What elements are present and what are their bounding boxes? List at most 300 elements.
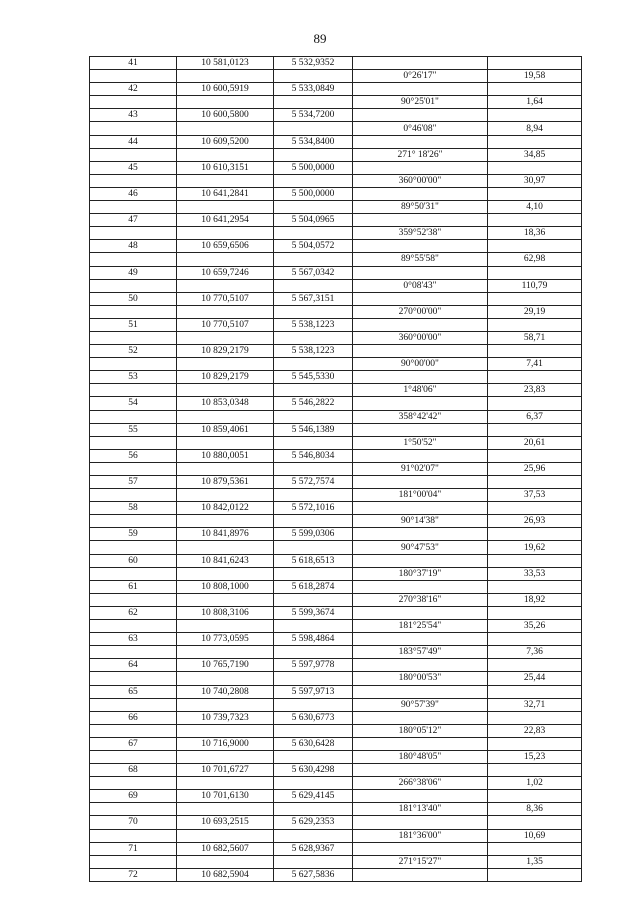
direction-angle-cell: 360°00'00" [353,331,488,344]
angle-cell-empty [353,135,488,148]
x-coordinate-cell: 10 880,0051 [177,449,274,462]
distance-cell: 6,37 [488,410,582,423]
segment-empty-cell [177,201,274,214]
distance-cell: 34,85 [488,148,582,161]
segment-empty-cell [90,803,177,816]
angle-cell-empty [353,397,488,410]
point-row [90,266,582,279]
y-coordinate-cell: 5 599,0306 [274,528,353,541]
point-row [90,528,582,541]
distance-cell-empty [488,816,582,829]
segment-empty-cell [90,305,177,318]
x-coordinate-cell: 10 641,2954 [177,214,274,227]
point-number-cell: 45 [90,161,177,174]
point-row [90,135,582,148]
segment-empty-cell [274,122,353,135]
x-coordinate-cell: 10 770,5107 [177,318,274,331]
x-coordinate-cell: 10 600,5919 [177,83,274,96]
x-coordinate-cell: 10 829,2179 [177,371,274,384]
x-coordinate-cell: 10 808,1000 [177,580,274,593]
x-coordinate-cell: 10 610,3151 [177,161,274,174]
segment-empty-cell [177,174,274,187]
x-coordinate-cell: 10 829,2179 [177,345,274,358]
x-coordinate-cell: 10 773,0595 [177,633,274,646]
y-coordinate-cell: 5 546,8034 [274,449,353,462]
segment-empty-cell [177,593,274,606]
x-coordinate-cell: 10 701,6727 [177,764,274,777]
segment-empty-cell [177,620,274,633]
distance-cell-empty [488,842,582,855]
direction-angle-cell: 90°25'01" [353,96,488,109]
distance-cell: 25,44 [488,672,582,685]
angle-cell-empty [353,842,488,855]
point-row [90,371,582,384]
point-row [90,292,582,305]
point-row [90,476,582,489]
segment-empty-cell [177,331,274,344]
segment-row [90,174,582,187]
segment-row [90,201,582,214]
segment-empty-cell [90,279,177,292]
x-coordinate-cell: 10 841,6243 [177,554,274,567]
segment-empty-cell [274,777,353,790]
x-coordinate-cell: 10 701,6130 [177,790,274,803]
point-number-cell: 61 [90,580,177,593]
distance-cell: 29,19 [488,305,582,318]
point-number-cell: 65 [90,685,177,698]
segment-empty-cell [90,489,177,502]
point-number-cell: 68 [90,764,177,777]
segment-empty-cell [177,646,274,659]
distance-cell-empty [488,606,582,619]
direction-angle-cell: 89°55'58" [353,253,488,266]
segment-row [90,515,582,528]
distance-cell-empty [488,240,582,253]
segment-empty-cell [90,201,177,214]
segment-empty-cell [274,541,353,554]
segment-row [90,620,582,633]
point-row [90,345,582,358]
segment-empty-cell [274,489,353,502]
point-row [90,214,582,227]
y-coordinate-cell: 5 546,2822 [274,397,353,410]
segment-empty-cell [90,358,177,371]
direction-angle-cell: 180°48'05" [353,750,488,763]
point-number-cell: 51 [90,318,177,331]
point-number-cell: 53 [90,371,177,384]
segment-empty-cell [274,358,353,371]
y-coordinate-cell: 5 500,0000 [274,187,353,200]
y-coordinate-cell: 5 597,9713 [274,685,353,698]
point-number-cell: 67 [90,737,177,750]
segment-empty-cell [274,724,353,737]
point-number-cell: 56 [90,449,177,462]
x-coordinate-cell: 10 808,3106 [177,606,274,619]
segment-empty-cell [90,148,177,161]
direction-angle-cell: 1°48'06" [353,384,488,397]
segment-empty-cell [90,462,177,475]
distance-cell-empty [488,57,582,70]
x-coordinate-cell: 10 842,0122 [177,502,274,515]
segment-empty-cell [90,227,177,240]
segment-empty-cell [177,803,274,816]
distance-cell-empty [488,868,582,881]
y-coordinate-cell: 5 504,0965 [274,214,353,227]
point-row [90,57,582,70]
distance-cell: 37,53 [488,489,582,502]
segment-row [90,489,582,502]
segment-empty-cell [90,436,177,449]
y-coordinate-cell: 5 546,1389 [274,423,353,436]
y-coordinate-cell: 5 534,8400 [274,135,353,148]
angle-cell-empty [353,318,488,331]
direction-angle-cell: 89°50'31" [353,201,488,214]
point-row [90,240,582,253]
distance-cell: 26,93 [488,515,582,528]
point-number-cell: 72 [90,868,177,881]
segment-empty-cell [177,855,274,868]
y-coordinate-cell: 5 629,2353 [274,816,353,829]
point-row [90,659,582,672]
distance-cell-empty [488,423,582,436]
distance-cell-empty [488,371,582,384]
direction-angle-cell: 180°00'53" [353,672,488,685]
y-coordinate-cell: 5 627,5836 [274,868,353,881]
segment-empty-cell [90,750,177,763]
point-row [90,318,582,331]
direction-angle-cell: 1°50'52" [353,436,488,449]
direction-angle-cell: 270°38'16" [353,593,488,606]
direction-angle-cell: 181°00'04" [353,489,488,502]
direction-angle-cell: 90°00'00" [353,358,488,371]
segment-empty-cell [177,724,274,737]
segment-empty-cell [274,331,353,344]
segment-empty-cell [274,829,353,842]
x-coordinate-cell: 10 581,0123 [177,57,274,70]
segment-empty-cell [90,515,177,528]
segment-empty-cell [90,646,177,659]
segment-row [90,750,582,763]
y-coordinate-cell: 5 545,5330 [274,371,353,384]
point-row [90,83,582,96]
angle-cell-empty [353,764,488,777]
segment-empty-cell [90,96,177,109]
point-row [90,816,582,829]
point-row [90,161,582,174]
distance-cell-empty [488,266,582,279]
distance-cell-empty [488,109,582,122]
angle-cell-empty [353,57,488,70]
direction-angle-cell: 360°00'00" [353,174,488,187]
angle-cell-empty [353,790,488,803]
segment-empty-cell [90,698,177,711]
segment-row [90,462,582,475]
point-number-cell: 58 [90,502,177,515]
segment-empty-cell [90,724,177,737]
angle-cell-empty [353,868,488,881]
direction-angle-cell: 270°00'00" [353,305,488,318]
segment-empty-cell [274,174,353,187]
angle-cell-empty [353,737,488,750]
x-coordinate-cell: 10 693,2515 [177,816,274,829]
angle-cell-empty [353,659,488,672]
segment-empty-cell [177,698,274,711]
point-number-cell: 57 [90,476,177,489]
point-number-cell: 60 [90,554,177,567]
segment-row [90,672,582,685]
direction-angle-cell: 271°15'27" [353,855,488,868]
segment-empty-cell [274,620,353,633]
segment-empty-cell [90,620,177,633]
distance-cell-empty [488,737,582,750]
segment-row [90,305,582,318]
segment-empty-cell [90,70,177,83]
segment-row [90,331,582,344]
distance-cell: 7,41 [488,358,582,371]
angle-cell-empty [353,292,488,305]
segment-empty-cell [274,305,353,318]
y-coordinate-cell: 5 538,1223 [274,345,353,358]
y-coordinate-cell: 5 532,9352 [274,57,353,70]
segment-empty-cell [274,384,353,397]
segment-empty-cell [274,70,353,83]
distance-cell-empty [488,790,582,803]
direction-angle-cell: 180°37'19" [353,567,488,580]
distance-cell: 4,10 [488,201,582,214]
segment-empty-cell [90,541,177,554]
angle-cell-empty [353,423,488,436]
distance-cell: 32,71 [488,698,582,711]
distance-cell-empty [488,397,582,410]
segment-empty-cell [177,96,274,109]
direction-angle-cell: 90°14'38" [353,515,488,528]
distance-cell: 62,98 [488,253,582,266]
angle-cell-empty [353,580,488,593]
distance-cell: 1,64 [488,96,582,109]
y-coordinate-cell: 5 597,9778 [274,659,353,672]
point-number-cell: 43 [90,109,177,122]
segment-empty-cell [274,148,353,161]
direction-angle-cell: 91°02'07" [353,462,488,475]
direction-angle-cell: 266°38'06" [353,777,488,790]
angle-cell-empty [353,449,488,462]
angle-cell-empty [353,476,488,489]
distance-cell-empty [488,187,582,200]
segment-empty-cell [90,567,177,580]
segment-empty-cell [274,698,353,711]
angle-cell-empty [353,345,488,358]
point-number-cell: 55 [90,423,177,436]
segment-empty-cell [274,253,353,266]
segment-row [90,855,582,868]
distance-cell-empty [488,318,582,331]
angle-cell-empty [353,554,488,567]
segment-empty-cell [274,410,353,423]
x-coordinate-cell: 10 859,4061 [177,423,274,436]
distance-cell: 15,23 [488,750,582,763]
x-coordinate-cell: 10 841,8976 [177,528,274,541]
segment-empty-cell [90,855,177,868]
direction-angle-cell: 359°52'38" [353,227,488,240]
segment-empty-cell [177,305,274,318]
segment-empty-cell [274,672,353,685]
point-number-cell: 62 [90,606,177,619]
y-coordinate-cell: 5 599,3674 [274,606,353,619]
direction-angle-cell: 90°57'39" [353,698,488,711]
segment-row [90,148,582,161]
segment-empty-cell [90,384,177,397]
segment-empty-cell [274,462,353,475]
segment-row [90,646,582,659]
segment-empty-cell [177,227,274,240]
angle-cell-empty [353,711,488,724]
angle-cell-empty [353,816,488,829]
segment-empty-cell [177,279,274,292]
distance-cell-empty [488,711,582,724]
point-number-cell: 41 [90,57,177,70]
segment-empty-cell [274,227,353,240]
point-number-cell: 70 [90,816,177,829]
y-coordinate-cell: 5 533,0849 [274,83,353,96]
y-coordinate-cell: 5 618,2874 [274,580,353,593]
angle-cell-empty [353,187,488,200]
angle-cell-empty [353,109,488,122]
segment-row [90,384,582,397]
distance-cell-empty [488,554,582,567]
x-coordinate-cell: 10 609,5200 [177,135,274,148]
point-row [90,502,582,515]
segment-row [90,410,582,423]
x-coordinate-cell: 10 740,2808 [177,685,274,698]
distance-cell: 30,97 [488,174,582,187]
distance-cell-empty [488,633,582,646]
point-row [90,868,582,881]
segment-empty-cell [90,174,177,187]
distance-cell-empty [488,502,582,515]
coordinates-table [89,56,582,882]
angle-cell-empty [353,685,488,698]
distance-cell: 18,92 [488,593,582,606]
direction-angle-cell: 0°46'08" [353,122,488,135]
segment-empty-cell [90,331,177,344]
segment-empty-cell [90,410,177,423]
point-row [90,397,582,410]
distance-cell: 20,61 [488,436,582,449]
direction-angle-cell: 183°57'49" [353,646,488,659]
distance-cell-empty [488,580,582,593]
distance-cell: 58,71 [488,331,582,344]
y-coordinate-cell: 5 534,7200 [274,109,353,122]
segment-row [90,358,582,371]
point-number-cell: 59 [90,528,177,541]
segment-empty-cell [90,777,177,790]
segment-empty-cell [90,829,177,842]
segment-empty-cell [274,279,353,292]
segment-row [90,567,582,580]
segment-empty-cell [274,515,353,528]
x-coordinate-cell: 10 659,6506 [177,240,274,253]
point-number-cell: 54 [90,397,177,410]
segment-empty-cell [177,489,274,502]
y-coordinate-cell: 5 567,3151 [274,292,353,305]
distance-cell: 1,02 [488,777,582,790]
segment-empty-cell [274,96,353,109]
segment-empty-cell [177,672,274,685]
y-coordinate-cell: 5 629,4145 [274,790,353,803]
x-coordinate-cell: 10 682,5904 [177,868,274,881]
x-coordinate-cell: 10 659,7246 [177,266,274,279]
point-number-cell: 52 [90,345,177,358]
coordinates-table-body [90,57,582,882]
x-coordinate-cell: 10 853,0348 [177,397,274,410]
segment-empty-cell [177,462,274,475]
point-number-cell: 47 [90,214,177,227]
y-coordinate-cell: 5 628,9367 [274,842,353,855]
y-coordinate-cell: 5 630,6773 [274,711,353,724]
y-coordinate-cell: 5 500,0000 [274,161,353,174]
distance-cell-empty [488,292,582,305]
segment-empty-cell [90,593,177,606]
point-row [90,711,582,724]
distance-cell: 18,36 [488,227,582,240]
segment-empty-cell [90,253,177,266]
segment-empty-cell [177,122,274,135]
segment-empty-cell [274,201,353,214]
point-number-cell: 48 [90,240,177,253]
y-coordinate-cell: 5 630,6428 [274,737,353,750]
point-row [90,633,582,646]
segment-row [90,593,582,606]
direction-angle-cell: 0°26'17" [353,70,488,83]
point-row [90,842,582,855]
distance-cell-empty [488,528,582,541]
distance-cell: 8,94 [488,122,582,135]
point-number-cell: 63 [90,633,177,646]
direction-angle-cell: 90°47'53" [353,541,488,554]
distance-cell: 35,26 [488,620,582,633]
point-row [90,685,582,698]
segment-empty-cell [177,515,274,528]
direction-angle-cell: 358°42'42" [353,410,488,423]
segment-empty-cell [177,436,274,449]
segment-empty-cell [90,672,177,685]
segment-empty-cell [177,410,274,423]
segment-empty-cell [274,593,353,606]
distance-cell-empty [488,135,582,148]
distance-cell-empty [488,685,582,698]
segment-empty-cell [90,122,177,135]
y-coordinate-cell: 5 538,1223 [274,318,353,331]
y-coordinate-cell: 5 572,1016 [274,502,353,515]
y-coordinate-cell: 5 598,4864 [274,633,353,646]
segment-row [90,279,582,292]
distance-cell: 25,96 [488,462,582,475]
segment-row [90,436,582,449]
angle-cell-empty [353,83,488,96]
direction-angle-cell: 271° 18'26" [353,148,488,161]
x-coordinate-cell: 10 716,9000 [177,737,274,750]
distance-cell-empty [488,83,582,96]
point-row [90,790,582,803]
distance-cell-empty [488,659,582,672]
segment-empty-cell [177,384,274,397]
direction-angle-cell: 181°13'40" [353,803,488,816]
point-number-cell: 69 [90,790,177,803]
segment-empty-cell [177,70,274,83]
distance-cell: 33,53 [488,567,582,580]
segment-row [90,227,582,240]
distance-cell: 8,36 [488,803,582,816]
